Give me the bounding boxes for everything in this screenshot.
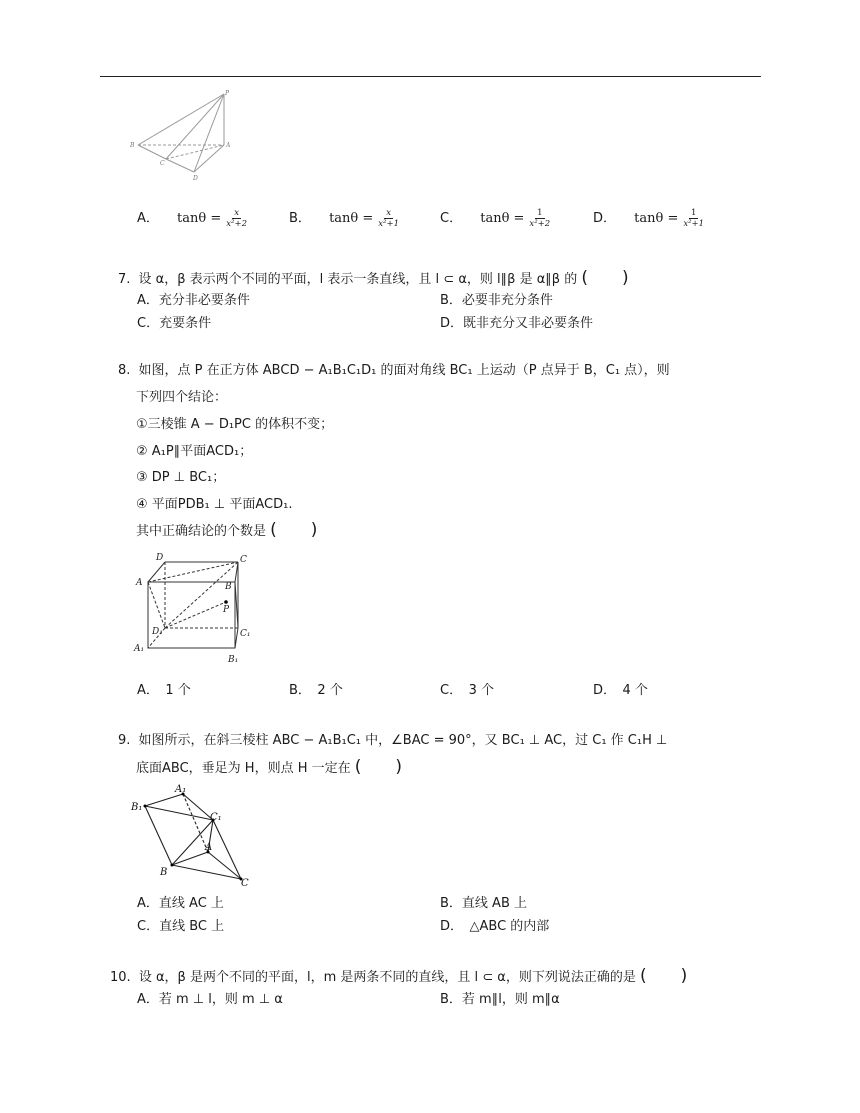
- fig8-label-c: C: [240, 555, 247, 565]
- fig9-label-c: C: [241, 878, 249, 889]
- q9-stem-line1: 9. 如图所示，在斜三棱柱 ABC − A₁B₁C₁ 中，∠BAC = 90°，又 BC₁ ⊥ AC，过 C₁ 作 C₁H ⊥: [118, 733, 668, 748]
- q8-option-c[interactable]: C． 3 个: [440, 683, 494, 698]
- q9-stem-line2: 底面ABC，垂足为 H，则点 H 一定在 ( ): [136, 757, 403, 777]
- q8-answer-blank: ( ): [270, 520, 318, 540]
- q8-option-d[interactable]: D． 4 个: [593, 683, 648, 698]
- fig9-label-b1: B₁: [131, 802, 143, 813]
- fig8-label-d: D: [156, 553, 164, 563]
- pyramid-figure: [128, 88, 238, 183]
- q10-answer-blank: ( ): [639, 966, 688, 986]
- fig8-label-b: B: [225, 582, 232, 592]
- q9-option-a[interactable]: A．直线 AC 上: [137, 896, 224, 911]
- q7-option-c[interactable]: C．充要条件: [137, 316, 212, 331]
- q9-answer-blank: ( ): [354, 757, 403, 777]
- q6-option-a[interactable]: A． tanθ = $\frac{x}{\text{x²+2}}$: [137, 208, 247, 229]
- fig8-label-c1: C₁: [240, 629, 251, 639]
- q10-option-a[interactable]: A．若 m ⊥ l，则 m ⊥ α: [137, 992, 283, 1007]
- q9-option-d[interactable]: D． △ABC 的内部: [440, 919, 550, 934]
- q8-option-b[interactable]: B． 2 个: [289, 683, 343, 698]
- fig9-label-c1: C₁: [210, 812, 222, 823]
- q7-option-d[interactable]: D．既非充分又非必要条件: [440, 316, 594, 331]
- q6-option-c[interactable]: C． tanθ = $\frac{1}{\text{x²+2}}$: [440, 208, 551, 229]
- fig9-label-a1: A₁: [175, 784, 187, 795]
- q7-answer-blank: ( ): [581, 268, 629, 288]
- q7-option-b[interactable]: B．必要非充分条件: [440, 293, 553, 308]
- fig8-label-d1: D₁: [152, 627, 163, 637]
- q8-conclusion-4: ④ 平面PDB₁ ⊥ 平面ACD₁.: [136, 497, 293, 512]
- q7-option-a[interactable]: A．充分非必要条件: [137, 293, 250, 308]
- q8-conclusion-1: ①三棱锥 A − D₁PC 的体积不变；: [136, 417, 334, 432]
- prism-figure: [128, 782, 258, 890]
- q6-option-d[interactable]: D． tanθ = $\frac{1}{\text{x²+1}}$: [593, 208, 705, 229]
- q8-conclusion-2: ② A₁P∥平面ACD₁；: [136, 444, 253, 459]
- q8-stem-line2: 下列四个结论：: [136, 390, 228, 405]
- fig9-label-b: B: [160, 867, 168, 878]
- fig8-label-a: A: [136, 578, 143, 588]
- q10-stem: 10. 设 α，β 是两个不同的平面，l，m 是两条不同的直线，且 l ⊂ α，则下列说法正确的是 ( ): [110, 966, 688, 986]
- q9-option-c[interactable]: C．直线 BC 上: [137, 919, 225, 934]
- fig8-label-b1: B₁: [228, 655, 239, 665]
- q10-option-b[interactable]: B．若 m∥l，则 m∥α: [440, 992, 560, 1007]
- q8-question: 其中正确结论的个数是 ( ): [136, 520, 318, 540]
- fig6-label-b: B: [130, 142, 135, 149]
- fig9-label-a: A: [205, 842, 213, 853]
- fig6-label-c: C: [160, 160, 165, 167]
- q9-option-b[interactable]: B．直线 AB 上: [440, 896, 527, 911]
- fig8-label-p: P: [223, 605, 230, 615]
- q8-conclusion-3: ③ DP ⊥ BC₁；: [136, 470, 226, 485]
- fig6-label-a: A: [226, 142, 231, 149]
- header-rule: [100, 76, 761, 77]
- cube-figure: [128, 550, 258, 670]
- q7-stem: 7. 设 α，β 表示两个不同的平面，l 表示一条直线，且 l ⊂ α，则 l∥β 是 α∥β 的 ( ): [118, 268, 629, 288]
- fig8-label-a1: A₁: [134, 644, 145, 654]
- fig6-label-d: D: [193, 175, 198, 182]
- q8-option-a[interactable]: A． 1 个: [137, 683, 191, 698]
- fig6-label-p: P: [225, 90, 230, 97]
- q8-stem-line1: 8. 如图，点 P 在正方体 ABCD − A₁B₁C₁D₁ 的面对角线 BC₁ 上运动（P 点异于 B，C₁ 点），则: [118, 363, 670, 378]
- q6-option-b[interactable]: B． tanθ = $\frac{x}{\text{x²+1}}$: [289, 208, 399, 229]
